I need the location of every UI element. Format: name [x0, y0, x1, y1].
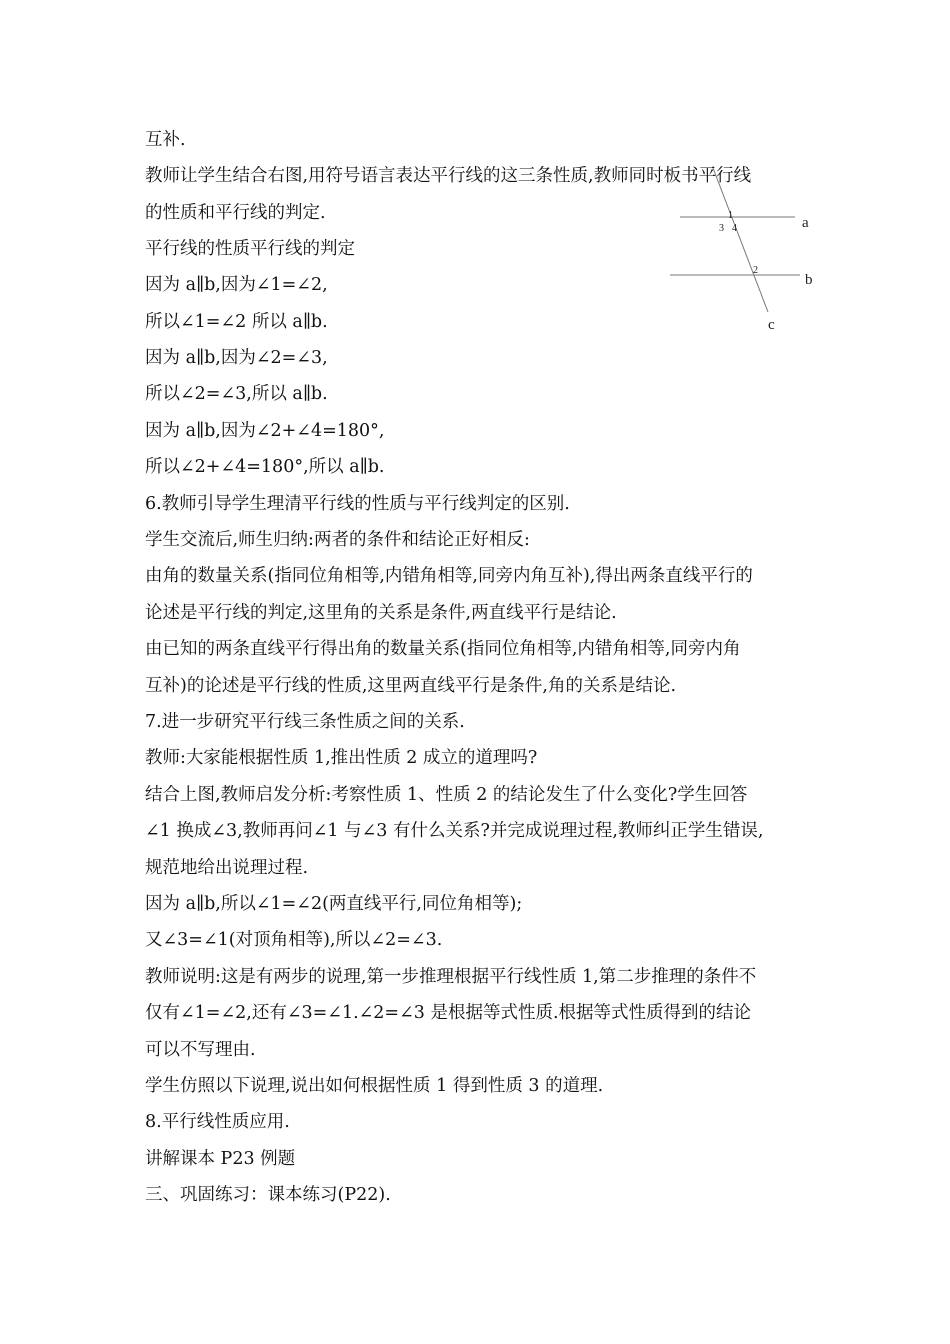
text-line-29: 讲解课本 P23 例题	[145, 1149, 296, 1169]
text-line-5: 因为 a∥b,因为∠1=∠2,	[145, 275, 328, 295]
text-line-21: 规范地给出说理过程.	[145, 858, 309, 878]
text-line-15: 由已知的两条直线平行得出角的数量关系(指同位角相等,内错角相等,同旁内角	[145, 639, 741, 659]
text-line-11: 6.教师引导学生理清平行线的性质与平行线判定的区别.	[145, 494, 570, 514]
text-line-30: 三、巩固练习：课本练习(P22).	[145, 1185, 391, 1205]
text-line-27: 学生仿照以下说理,说出如何根据性质 1 得到性质 3 的道理.	[145, 1076, 604, 1096]
label-b: b	[805, 272, 813, 288]
text-line-22: 因为 a∥b,所以∠1=∠2(两直线平行,同位角相等);	[145, 894, 523, 914]
text-line-2: 教师让学生结合右图,用符号语言表达平行线的这三条性质,教师同时板书平行线	[145, 166, 752, 186]
text-line-23: 又∠3=∠1(对顶角相等),所以∠2=∠3.	[145, 930, 443, 950]
text-line-24: 教师说明:这是有两步的说理,第一步推理根据平行线性质 1,第二步推理的条件不	[145, 967, 757, 987]
text-line-7: 因为 a∥b,因为∠2=∠3,	[145, 348, 328, 368]
text-line-9: 因为 a∥b,因为∠2+∠4=180°,	[145, 421, 385, 441]
text-line-10: 所以∠2+∠4=180°,所以 a∥b.	[145, 457, 385, 477]
parallel-lines-diagram	[665, 160, 830, 340]
text-line-18: 教师:大家能根据性质 1,推出性质 2 成立的道理吗?	[145, 748, 538, 768]
angle-label-4: 4	[732, 223, 737, 234]
text-line-12: 学生交流后,师生归纳:两者的条件和结论正好相反:	[145, 530, 530, 550]
text-line-6: 所以∠1=∠2 所以 a∥b.	[145, 312, 328, 332]
label-c: c	[768, 317, 775, 333]
text-line-28: 8.平行线性质应用.	[145, 1112, 290, 1132]
text-line-14: 论述是平行线的判定,这里角的关系是条件,两直线平行是结论.	[145, 603, 617, 623]
line-c	[713, 168, 768, 312]
text-line-1: 互补.	[145, 130, 186, 150]
text-line-4: 平行线的性质平行线的判定	[145, 239, 355, 259]
label-a: a	[802, 215, 809, 231]
text-line-3: 的性质和平行线的判定.	[145, 203, 326, 223]
text-line-26: 可以不写理由.	[145, 1040, 256, 1060]
text-line-19: 结合上图,教师启发分析:考察性质 1、性质 2 的结论发生了什么变化?学生回答	[145, 785, 748, 805]
text-line-13: 由角的数量关系(指同位角相等,内错角相等,同旁内角互补),得出两条直线平行的	[145, 566, 753, 586]
text-line-16: 互补)的论述是平行线的性质,这里两直线平行是条件,角的关系是结论.	[145, 676, 677, 696]
angle-label-1: 1	[728, 210, 733, 221]
text-line-17: 7.进一步研究平行线三条性质之间的关系.	[145, 712, 465, 732]
angle-label-3: 3	[719, 223, 724, 234]
angle-label-2: 2	[753, 265, 758, 276]
text-line-8: 所以∠2=∠3,所以 a∥b.	[145, 384, 328, 404]
text-line-25: 仅有∠1=∠2,还有∠3=∠1.∠2=∠3 是根据等式性质.根据等式性质得到的结论	[145, 1003, 752, 1023]
text-line-20: ∠1 换成∠3,教师再问∠1 与∠3 有什么关系?并完成说理过程,教师纠正学生错误,	[145, 821, 764, 841]
parallel-lines-figure	[665, 160, 830, 340]
